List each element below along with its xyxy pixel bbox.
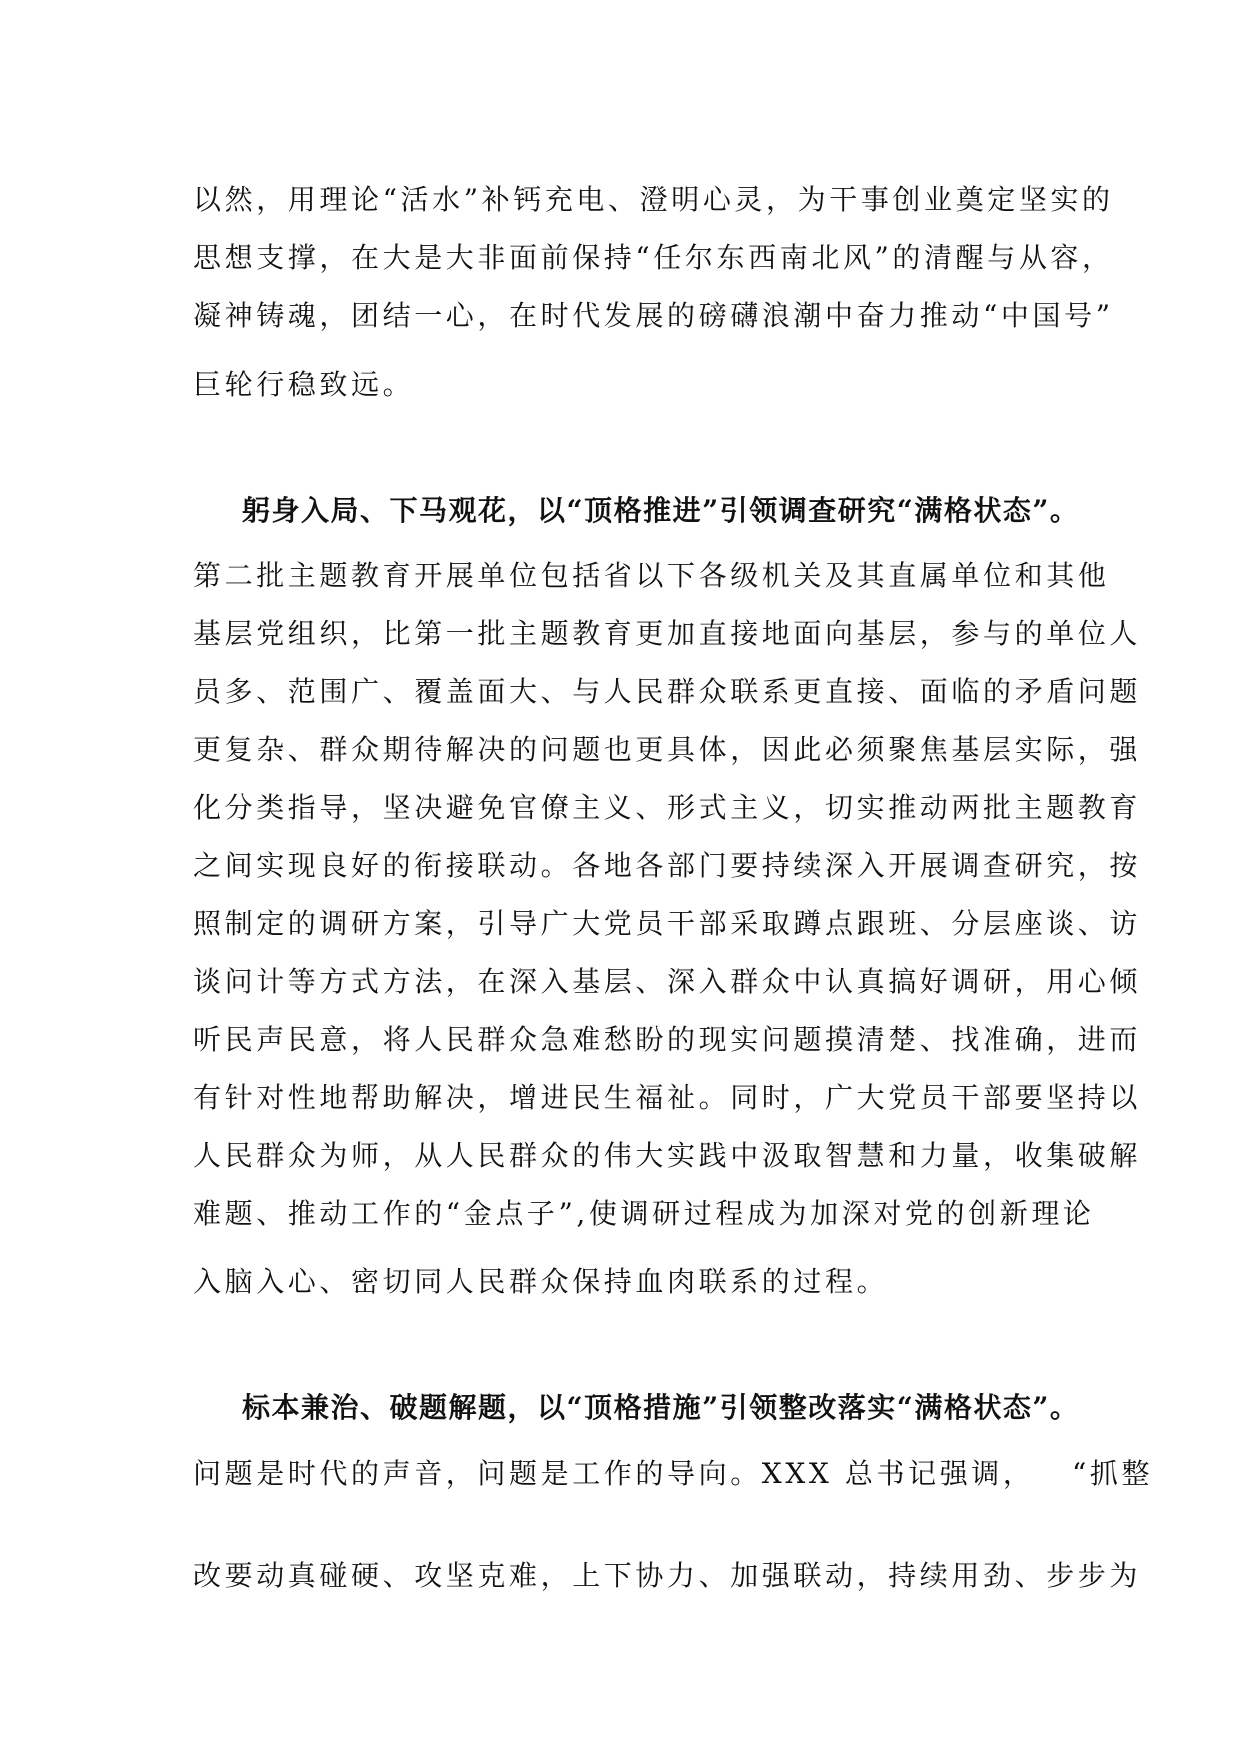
paragraph-line: 入脑入心、密切同人民群众保持血肉联系的过程。 <box>193 1265 889 1298</box>
paragraph-line: 化分类指导，坚决避免官僚主义、形式主义，切实推动两批主题教育 <box>193 791 1142 824</box>
paragraph-line: 更复杂、群众期待解决的问题也更具体，因此必须聚焦基层实际，强 <box>193 733 1142 766</box>
paragraph-line: 巨轮行稳致远。 <box>193 368 415 401</box>
section-heading: 标本兼治、破题解题，以“顶格措施”引领整改落实“满格状态”。 <box>242 1391 1080 1424</box>
section-heading: 躬身入局、下马观花，以“顶格推进”引领调查研究“满格状态”。 <box>242 494 1080 527</box>
paragraph-line: 之间实现良好的衔接联动。各地各部门要持续深入开展调查研究，按 <box>193 849 1142 882</box>
paragraph-line: 以然，用理论“活水”补钙充电、澄明心灵，为干事创业奠定坚实的 <box>193 183 1114 216</box>
paragraph-line: 听民声民意，将人民群众急难愁盼的现实问题摸清楚、找准确，进而 <box>193 1023 1142 1056</box>
paragraph-line: 凝神铸魂，团结一心，在时代发展的磅礴浪潮中奋力推动“中国号” <box>193 299 1114 332</box>
paragraph-line: 第二批主题教育开展单位包括省以下各级机关及其直属单位和其他 <box>193 559 1110 592</box>
paragraph-line: 难题、推动工作的“金点子”,使调研过程成为加深对党的创新理论 <box>193 1197 1095 1230</box>
paragraph-line: 思想支撑，在大是大非面前保持“任尔东西南北风”的清醒与从容， <box>193 241 1114 274</box>
paragraph-line: 基层党组织，比第一批主题教育更加直接地面向基层，参与的单位人 <box>193 617 1142 650</box>
paragraph-line: 问题是时代的声音，问题是工作的导向。XXX 总书记强调， “抓整 <box>193 1457 1154 1490</box>
paragraph-line: 照制定的调研方案，引导广大党员干部采取蹲点跟班、分层座谈、访 <box>193 907 1142 940</box>
paragraph-line: 人民群众为师，从人民群众的伟大实践中汲取智慧和力量，收集破解 <box>193 1139 1142 1172</box>
paragraph-line: 谈问计等方式方法，在深入基层、深入群众中认真搞好调研，用心倾 <box>193 965 1142 998</box>
paragraph-line: 有针对性地帮助解决，增进民生福祉。同时，广大党员干部要坚持以 <box>193 1081 1142 1114</box>
paragraph-line: 改要动真碰硬、攻坚克难，上下协力、加强联动，持续用劲、步步为 <box>193 1559 1142 1592</box>
paragraph-line: 员多、范围广、覆盖面大、与人民群众联系更直接、面临的矛盾问题 <box>193 675 1142 708</box>
